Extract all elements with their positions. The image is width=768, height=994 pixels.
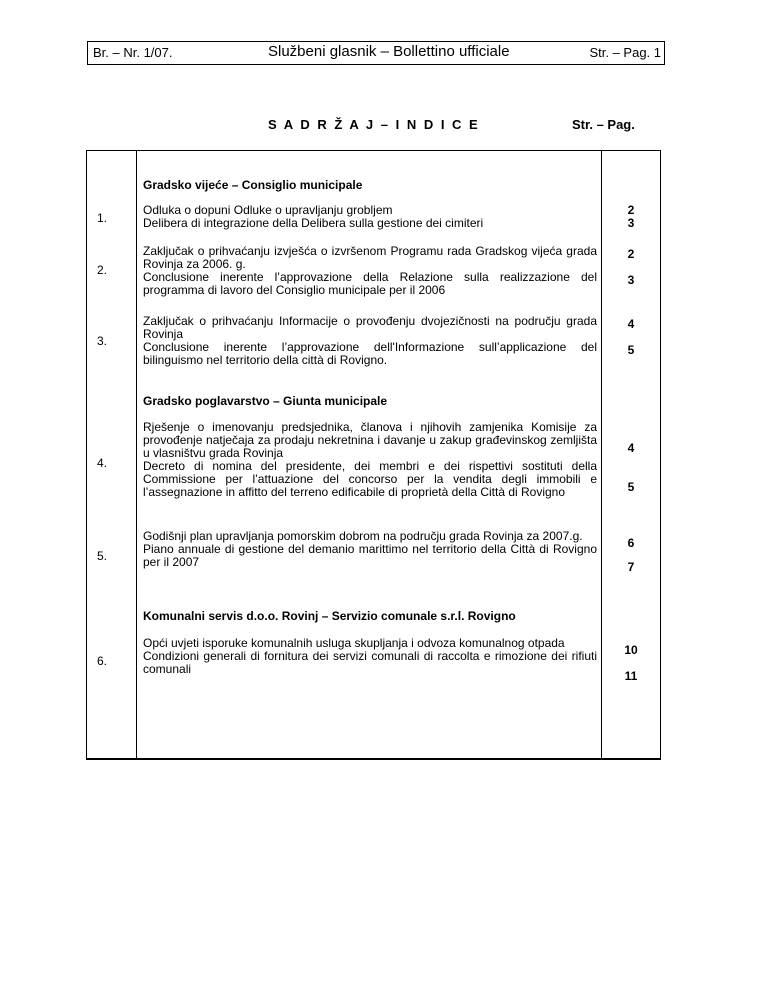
column-divider-left [136, 151, 137, 758]
entry-number: 2. [97, 263, 108, 277]
page-column-label: Str. – Pag. [572, 117, 635, 132]
entry-page-it: 11 [624, 669, 638, 683]
entry-page-it: 5 [627, 343, 635, 357]
entry-croatian: Rješenje o imenovanju predsjednika, članova i njihovih zamjenika Komisije za provođenje natječaja za prodaju nekretnina i davanje u zakup građevinskog zemljišta u vlasništvu grada Rovinja [143, 420, 597, 460]
entry-page-hr: 2 [627, 203, 635, 217]
entry-number: 5. [97, 549, 108, 563]
entry-page-it: 3 [627, 216, 635, 230]
list-item [143, 204, 597, 230]
entry-italian: Piano annuale di gestione del demanio marittimo nel territorio della Città di Rovigno per il 2007 [143, 542, 597, 569]
entry-page-hr: 2 [627, 247, 635, 261]
entry-italian: Condizioni generali di fornitura dei servizi comunali di raccolta e rimozione dei rifiuti comunali [143, 649, 597, 676]
list-item [143, 637, 597, 676]
table-of-contents [86, 150, 661, 760]
entry-number: 1. [97, 211, 108, 225]
section-title: Komunalni servis d.o.o. Rovinj – Servizio comunale s.r.l. Rovigno [143, 609, 516, 623]
list-item [143, 315, 597, 367]
entry-number: 6. [97, 654, 108, 668]
entry-croatian: Godišnji plan upravljanja pomorskim dobrom na području grada Rovinja za 2007.g. [143, 529, 583, 543]
entry-number: 4. [97, 456, 108, 470]
list-item [143, 530, 597, 569]
entry-croatian: Zaključak o prihvaćanju Informacije o provođenju dvojezičnosti na području grada Rovinja [143, 314, 597, 341]
section-title: Gradsko poglavarstvo – Giunta municipale [143, 394, 388, 408]
entry-page-it: 7 [627, 560, 635, 574]
list-item [143, 421, 597, 499]
entry-page-it: 3 [627, 273, 635, 287]
publication-title: Službeni glasnik – Bollettino ufficiale [268, 43, 510, 60]
page-header [87, 41, 665, 65]
entry-croatian: Zaključak o prihvaćanju izvješća o izvršenom Programu rada Gradskog vijeća grada Rovinja za 2006. g. [143, 244, 597, 271]
entry-number: 3. [97, 334, 108, 348]
entry-page-hr: 4 [627, 441, 635, 455]
section-title: Gradsko vijeće – Consiglio municipale [143, 178, 363, 192]
entry-italian: Decreto di nomina del presidente, dei membri e dei rispettivi sostituti della Commissione per l’attuazione del concorso per la vendita degli immobili e l’assegnazione in affitto del terreno edificabile di proprietà della Città di Rovigno [143, 459, 597, 499]
entry-page-hr: 6 [627, 536, 635, 550]
index-title: S A D R Ž A J – I N D I C E [268, 117, 480, 132]
issue-number: Br. – Nr. 1/07. [93, 45, 173, 60]
entry-page-hr: 10 [624, 643, 638, 657]
page-number: Str. – Pag. 1 [589, 45, 661, 60]
entry-croatian: Opći uvjeti isporuke komunalnih usluga skupljanja i odvoza komunalnog otpada [143, 636, 565, 650]
entry-page-it: 5 [627, 480, 635, 494]
entry-croatian: Odluka o dopuni Odluke o upravljanju grobljem [143, 203, 393, 217]
list-item [143, 245, 597, 297]
entry-page-hr: 4 [627, 317, 635, 331]
entry-italian: Conclusione inerente l’approvazione dell'Informazione sull’applicazione del bilinguismo nel territorio della città di Rovigno. [143, 340, 597, 367]
entry-italian: Delibera di integrazione della Delibera sulla gestione dei cimiteri [143, 216, 484, 230]
entry-italian: Conclusione inerente l’approvazione della Relazione sulla realizzazione del programma di lavoro del Consiglio municipale per il 2006 [143, 270, 597, 297]
